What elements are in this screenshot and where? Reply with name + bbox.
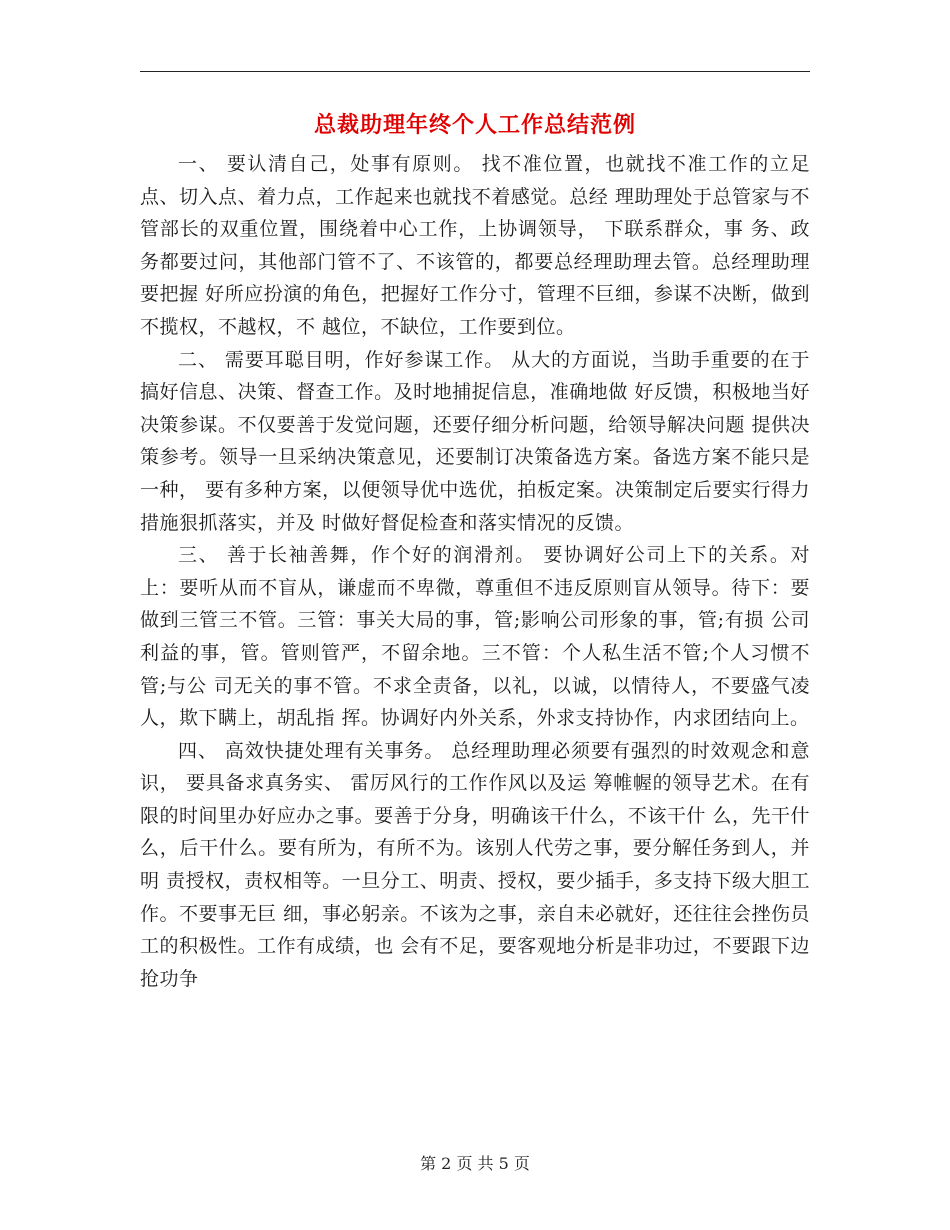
document-title: 总裁助理年终个人工作总结范例 [313,112,636,138]
paragraph-2: 二、 需要耳聪目明，作好参谋工作。 从大的方面说，当助手重要的在于搞好信息、决策、督查工作。及时地捕捉信息，准确地做 好反馈，积极地当好决策参谋。不仅要善于发觉问题，还要仔细分析问题，给领导解决问题 提供决策参考。领导一旦采纳决策意见，还要制订决策备选方案。备选方案不能只是一种， 要有多种方案，以便领导优中选优，拍板定案。决策制定后要实行得力措施狠抓落实，并及 时做好督促检查和落实情况的反馈。 [140,348,810,534]
paragraph-1: 一、 要认清自己，处事有原则。 找不准位置，也就找不准工作的立足点、切入点、着力点，工作起来也就找不着感觉。总经 理助理处于总管家与不管部长的双重位置，围绕着中心工作，上协调领导， 下联系群众，事 务、政务都要过问，其他部门管不了、不该管的，都要总经理助理去管。总经理助理要把握 好所应扮演的角色，把握好工作分寸，管理不巨细，参谋不决断，做到不揽权，不越权，不 越位，不缺位，工作要到位。 [140,153,810,338]
paragraph-4: 四、 高效快捷处理有关事务。 总经理助理必须要有强烈的时效观念和意识， 要具备求真务实、 雷厉风行的工作作风以及运 筹帷幄的领导艺术。在有限的时间里办好应办之事。要善于分身，明确该干什么，不该干什 么，先干什么，后干什么。要有所为，有所不为。该别人代劳之事，要分解任务到人，并明 责授权，责权相等。一旦分工、明责、授权，要少插手，多支持下级大胆工作。不要事无巨 细，事必躬亲。不该为之事，亲自未必就好，还往往会挫伤员工的积极性。工作有成绩，也 会有不足，要客观地分析是非功过，不要跟下边抢功争 [140,739,810,990]
page-number-footer: 第 2 页 共 5 页 [420,1154,530,1173]
document-body [140,148,810,995]
paragraph-3: 三、 善于长袖善舞，作个好的润滑剂。 要协调好公司上下的关系。对上：要听从而不盲从，谦虚而不卑微，尊重但不违反原则盲从领导。待下：要做到三管三不管。三管：事关大局的事，管;影响公司形象的事，管;有损 公司利益的事，管。管则管严，不留余地。三不管：个人私生活不管;个人习惯不管;与公 司无关的事不管。不求全责备，以礼，以诚，以情待人，不要盛气凌人，欺下瞒上，胡乱指 挥。协调好内外关系，外求支持协作，内求团结向上。 [140,544,810,730]
header-rule [140,71,810,72]
